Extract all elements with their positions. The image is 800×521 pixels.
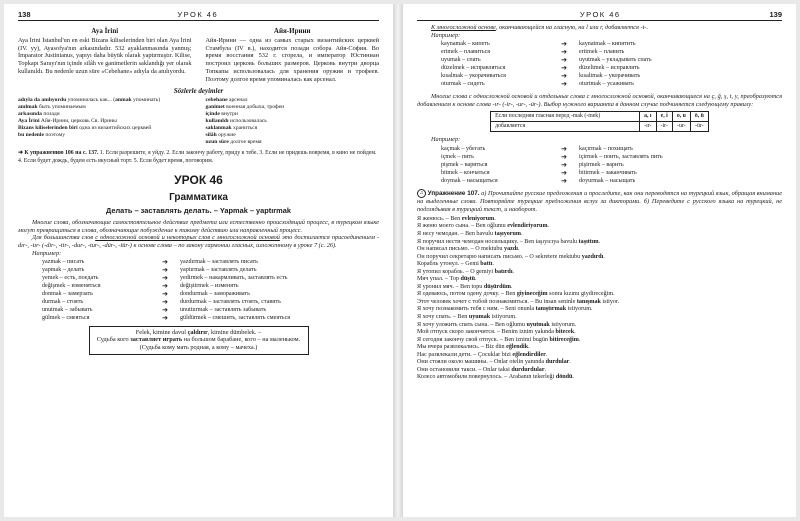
idioms-col-2 [206,97,380,146]
arrow-icon: ➔ [561,48,567,57]
example-row: kaçmak – убегать ➔ kaçırmak – похищать [441,144,633,153]
sentence-pair: Мяч упал. – Top düştü. [417,276,477,283]
arrow-icon: ➔ [561,152,567,161]
example-row: değişmek – изменяться ➔ değiştirmek – изменять [42,282,239,291]
idiom-row [206,125,380,132]
reading-title-tr: Aya İrini [91,27,119,35]
idiom-term: Bizans kiliselerinden biri [18,125,78,132]
sentence-pair: Корабль утонул. – Gemi battı. [417,261,495,268]
sentence-pair: Мой отпуск скоро закончится. – Benim iznim yakında bitecek. [417,329,576,336]
idiom-term: ganimet [205,104,225,111]
example-row: gülmek – смеяться ➔ güldürmek – смешить, заставлять смеяться [42,313,291,322]
reading-turkish [18,27,192,83]
idiom-term: silâh [205,132,217,139]
right-page [403,4,796,517]
examples-list-2 [441,41,782,88]
example-row: bitmek – кончаться ➔ bitirmek – заканчивать [441,168,637,177]
arrow-icon: ➔ [561,160,567,169]
sentence-pair: Я утопил корабль. – O gemiyi batırdı. [417,268,515,275]
vowel-table [490,111,709,132]
arrow-icon: ➔ [162,274,168,283]
sentence-pair: Я хочу познакомить тебя с ним. – Seni onunla tanıştırmak istiyorum. [417,306,593,313]
sentence-pair: Я женю моего сына. – Ben oğlumu evlendiriyorum. [417,223,550,230]
idiom-meaning: Айя-Ирини, церковь Св. Ирины [39,118,117,125]
idiom-meaning: поэтому [43,132,66,139]
arrow-icon: ➔ [162,258,168,267]
grammar-rule-1: Для большинства слов с односложной основой и некоторых слов с многосложной основой это достигается присоединением -dır-, -tır- (-dir-, -tir-, -dur-, -tur-, -dür-, -tür-) к основе слова – по закону гармонии гласных, изложенному в уроке 7 (с. 26). [18,234,379,249]
idiom-term: cebehane [205,97,228,104]
idiom-term: uzun süre [205,139,229,146]
sentence-pair: Этот человек хочет с тобой познакомиться. – Bu insan seninle tanışmak istiyor. [417,298,620,305]
grammar-rule-2: К многосложной основе, оканчивающейся на гласную, на l или r, добавляется -t-. [431,24,649,31]
proverb-box [89,326,309,355]
example-label-2: Например: [431,31,461,39]
answer-key-label: К упражнению 106 на с. 137. [24,150,99,157]
left-page-header [18,10,379,21]
lesson-title: УРОК 46 [174,172,223,187]
grammar-intro: Многие слова, обозначающие самостоятельное действие предмета или естественно происходящий процесс, в турецком языке могут превращаться в слова, обозначающие побуждение к такому действию или направленный процесс. [18,218,379,234]
idiom-meaning: внутри [219,111,238,118]
idiom-term: anılmak [18,104,38,111]
table-cell: a, ı [640,112,656,122]
idiom-meaning: оружие [216,132,236,139]
example-row: düzelmek – исправляться ➔ düzeltmek – исправлять [441,64,640,73]
reading-body-ru: Айя-Ирини — одна из самых старых византийских церквей Стамбула (IV в.), находится позади собора Айя-София. Во время восстания 532 г. сгорела, и император Юстиниан построил церковь больших размеров. Церковь внутри дворца Топкапы использовалась для хранения оружия и трофеев. Поэтому долгое время упоминалась как арсенал. [205,37,379,83]
arrow-icon: ➔ [561,168,567,177]
answer-key-text: 1. Если разрешите, я уйду. 2. Если закончу работу, приду к тебе. 3. Если не придешь вовремя, в кино не пойдем. 4. Если будет дождь, будем есть вкусный торт. 5. Если будет время, поговорим. [18,150,377,164]
vowel-table-head [491,112,709,122]
example-row: kısalmak – укорачиваться ➔ kısaltmak – укорачивать [441,72,641,81]
proverb-equivalent: (Судьба кому мать родная, а кому – мачеха.) [139,343,258,351]
example-row: yemek – есть, поедать ➔ yedirmek – накармливать, заставлять есть [42,274,288,283]
idioms-title: Sözlerle deyimler [173,87,224,96]
left-page [4,4,393,517]
idiom-row [206,111,380,118]
arrow-icon: ➔ [162,289,168,298]
proverb-ru: Судьба кого заставляет играть на большом барабане, кого – на маленьком. [96,336,301,344]
idiom-meaning: храниться [231,125,258,132]
sentence-pair: Мы вчера развлекались. – Biz dün eğlendik. [417,344,530,351]
arrow-icon: ➔ [561,40,567,49]
idiom-meaning: военная добыча, трофеи [224,104,285,111]
sentence-pair: Колесо автомобиля повернулось. – Arabanın tekerleği döndü. [417,374,574,381]
example-row: unutmak – забывать ➔ unutturmak – заставлять забывать [42,305,267,314]
section-title: Грамматика [169,191,228,203]
sentence-pair: Они стояли около машины. – Onlar otelin yanında durdular. [417,359,571,366]
arrow-icon: ➔ [561,72,567,81]
table-cell: -ir- [656,122,672,132]
example-row: donmak – замерзать ➔ dondurmak – замораживать [42,289,250,298]
table-cell: o, u [672,112,690,122]
idiom-row [206,118,380,125]
table-cell: -ur- [672,122,690,132]
audio-disc-icon: ♫ [417,189,426,198]
sentence-pair: Я сегодня закончу свой отпуск. – Ben iznimi bugün bitireceğim. [417,336,581,343]
right-page-number: 139 [769,10,782,19]
example-row: yazmak – писать ➔ yazdırmak – заставлять писать [42,258,258,267]
rule-heading: Делать – заставлять делать. – Yapmak – yaptırmak [106,205,291,215]
idiom-term: içinde [205,111,220,118]
arrow-icon: ➔ [561,144,567,153]
idiom-meaning: упоминать) [131,97,161,104]
idioms-list [18,97,379,146]
idiom-meaning: упоминалась как... ( [66,97,116,104]
idiom-row [206,132,380,139]
left-running-title: УРОК 46 [177,10,219,19]
key-arrow-icon: ➜ [18,150,25,157]
reading-russian [206,27,380,83]
example-row: uyumak – спать ➔ uyutmak – укладывать спать [441,56,652,65]
arrow-icon: ➔ [561,56,567,65]
example-row: içmek – пить ➔ içirmek – поить, заставлять пить [441,152,663,161]
idiom-meaning: долгое время [228,139,262,146]
arrow-icon: ➔ [561,79,567,88]
arrow-icon: ➔ [162,266,168,275]
table-cell: -ür- [690,122,708,132]
idiom-meaning: использовалась [228,118,267,125]
idiom-row [18,104,192,111]
idiom-meaning: быть упоминаемым [37,104,86,111]
arrow-icon: ➔ [162,297,168,306]
example-row: doymak – насыщаться ➔ doyurmak – насыщать [441,176,636,185]
table-cell: Если последняя гласная перед -mak (-mek) [491,112,640,122]
arrow-icon: ➔ [162,305,168,314]
idiom-meaning: арсенал [227,97,248,104]
sentence-pair: Я одеваюсь, потом одену дочку. – Ben giyineceğim sonra kızımı giydireceğim. [417,291,615,298]
example-label: Например: [32,249,62,257]
arrow-icon: ➔ [561,64,567,73]
sentence-pair: Они остановили такси. – Onlar taksi durdurdular. [417,366,547,373]
sentence-pair: Он поручил секретарю написать письмо. – O sekretere mektubu yazdırdı. [417,253,605,260]
sentence-pair: Я поручил нести чемодан носильщику. – Ben taşıyıcıya bavulu taşıttım. [417,238,601,245]
idiom-term: adıyla da anılıyordu [18,97,67,104]
example-row: durmak – стоять ➔ durdurmak – заставлять стоять, ставить [42,297,281,306]
reading-title-ru: Айя-Ирини [273,27,311,35]
sentence-pair: Я хочу спать. – Ben uyumak istiyorum. [417,314,517,320]
arrow-icon: ➔ [162,282,168,291]
idiom-term: anmak [115,97,132,104]
idiom-term: saklanmak [205,125,232,132]
arrow-icon: ➔ [561,176,567,185]
idiom-row [206,104,380,111]
idiom-row [18,132,192,139]
sentence-pair: Он написал письмо. – O mektubu yazdı. [417,246,520,253]
reading-body-tr: Aya İrini İstanbul'un en eski Bizans kiliselerinden biri olan Aya İrini (IV. yy), Ayasofya'nın arkasındadır. 532 ayaklanmasında yanmış; İmparator Justinianus, yapıyı daha büyük olarak yaptırmıştır. Kilise, Topkapı Sarayı'nın içinde silâh ve ganimetlerin saklandığı yer olarak kullanıldı. Bu nedenle uzun süre «Cebehane» adıyla da anılıyordu. [18,37,192,75]
sentence-pair: Я несу чемодан. – Ben bavulu taşıyorum. [417,230,523,237]
sentence-pair: Нас развлекали дети. – Çocuklar bizi eğlendirdiler. [417,351,548,358]
examples-list-3 [441,146,782,186]
right-running-title: УРОК 46 [579,10,621,19]
example-row: kaynamak – кипеть ➔ kaynatmak – кипятить [441,40,636,49]
exercise-text: Прочитайте русские предложения и проследите, как они переводятся на турецкий язык, обращая внимание на выделенные слова. Повторяйте турецкие предложения вслух за дикторами. б) Переведите с русского языка на турецкий, не подглядывая в турецкий текст, и наоборот. [417,190,783,214]
example-row: oturmak – сидеть ➔ oturtmak – усаживать [441,79,634,88]
exercise-sentences [417,216,782,382]
arrow-icon: ➔ [162,313,168,322]
sentence-pair: Я уронил мяч. – Ben topu düşürdüm. [417,283,513,290]
examples-list-1 [42,259,379,322]
exercise-label: Упражнение 107. [427,190,480,198]
table-cell: -ır- [640,122,656,132]
idiom-row [18,125,192,132]
proverb-tr: Felek, kimine davul çaldırır, kimine dümbelek. – [135,328,262,336]
reading-text [18,27,379,83]
example-row: pişmek – вариться ➔ pişirmek – варить [441,160,624,169]
idiom-term: bu nedenle [18,132,44,139]
vowel-table-row [491,122,709,132]
answer-key [18,150,379,165]
idiom-term: arkasında [18,111,42,118]
idiom-term: Aya İrini [18,118,40,125]
exercise-107-instructions: ♫ Упражнение 107. а) Прочитайте русские предложения и проследите, как они переводятся на турецкий язык, обращая внимание на выделенные слова. Повторяйте турецкие предложения вслух за дикторами. б) Переведите с русского языка на турецкий, не подглядывая в турецкий текст, и наоборот. [417,190,783,214]
example-row: yapmak – делать ➔ yaptırmak – заставлять делать [42,266,257,275]
table-cell: добавляется [491,122,640,132]
idiom-meaning: одна из византийских церквей [77,125,152,132]
example-row: erimek – плавиться ➔ eritmek – плавить [441,48,625,57]
book-gutter [393,4,403,517]
example-label-3: Например: [431,136,461,144]
idioms-col-1 [18,97,192,146]
grammar-rule-3: Многие слова с односложной основой и отдельные слова с многосложной основой, оканчивающиеся на ç, ğ, ş, t, у, преобразуются добавлением к основе слова -ır- (-ir-, -ur-, -ür-). Выбор нужного варианта в данном случае подчиняется следующему правилу: [417,92,782,108]
idiom-meaning: позади [41,111,60,118]
left-page-number: 138 [18,10,31,19]
sentence-pair: Я хочу уложить спать сына. – Ben oğlumu uyutmak istiyorum. [417,321,577,328]
idiom-term: kullanıldı [205,118,229,125]
right-page-header [417,10,782,21]
table-cell: e, i [656,112,672,122]
sentence-pair: Я женюсь. – Ben evleniyorum. [417,215,496,222]
idiom-row [206,139,380,146]
table-cell: ö, ü [690,112,708,122]
